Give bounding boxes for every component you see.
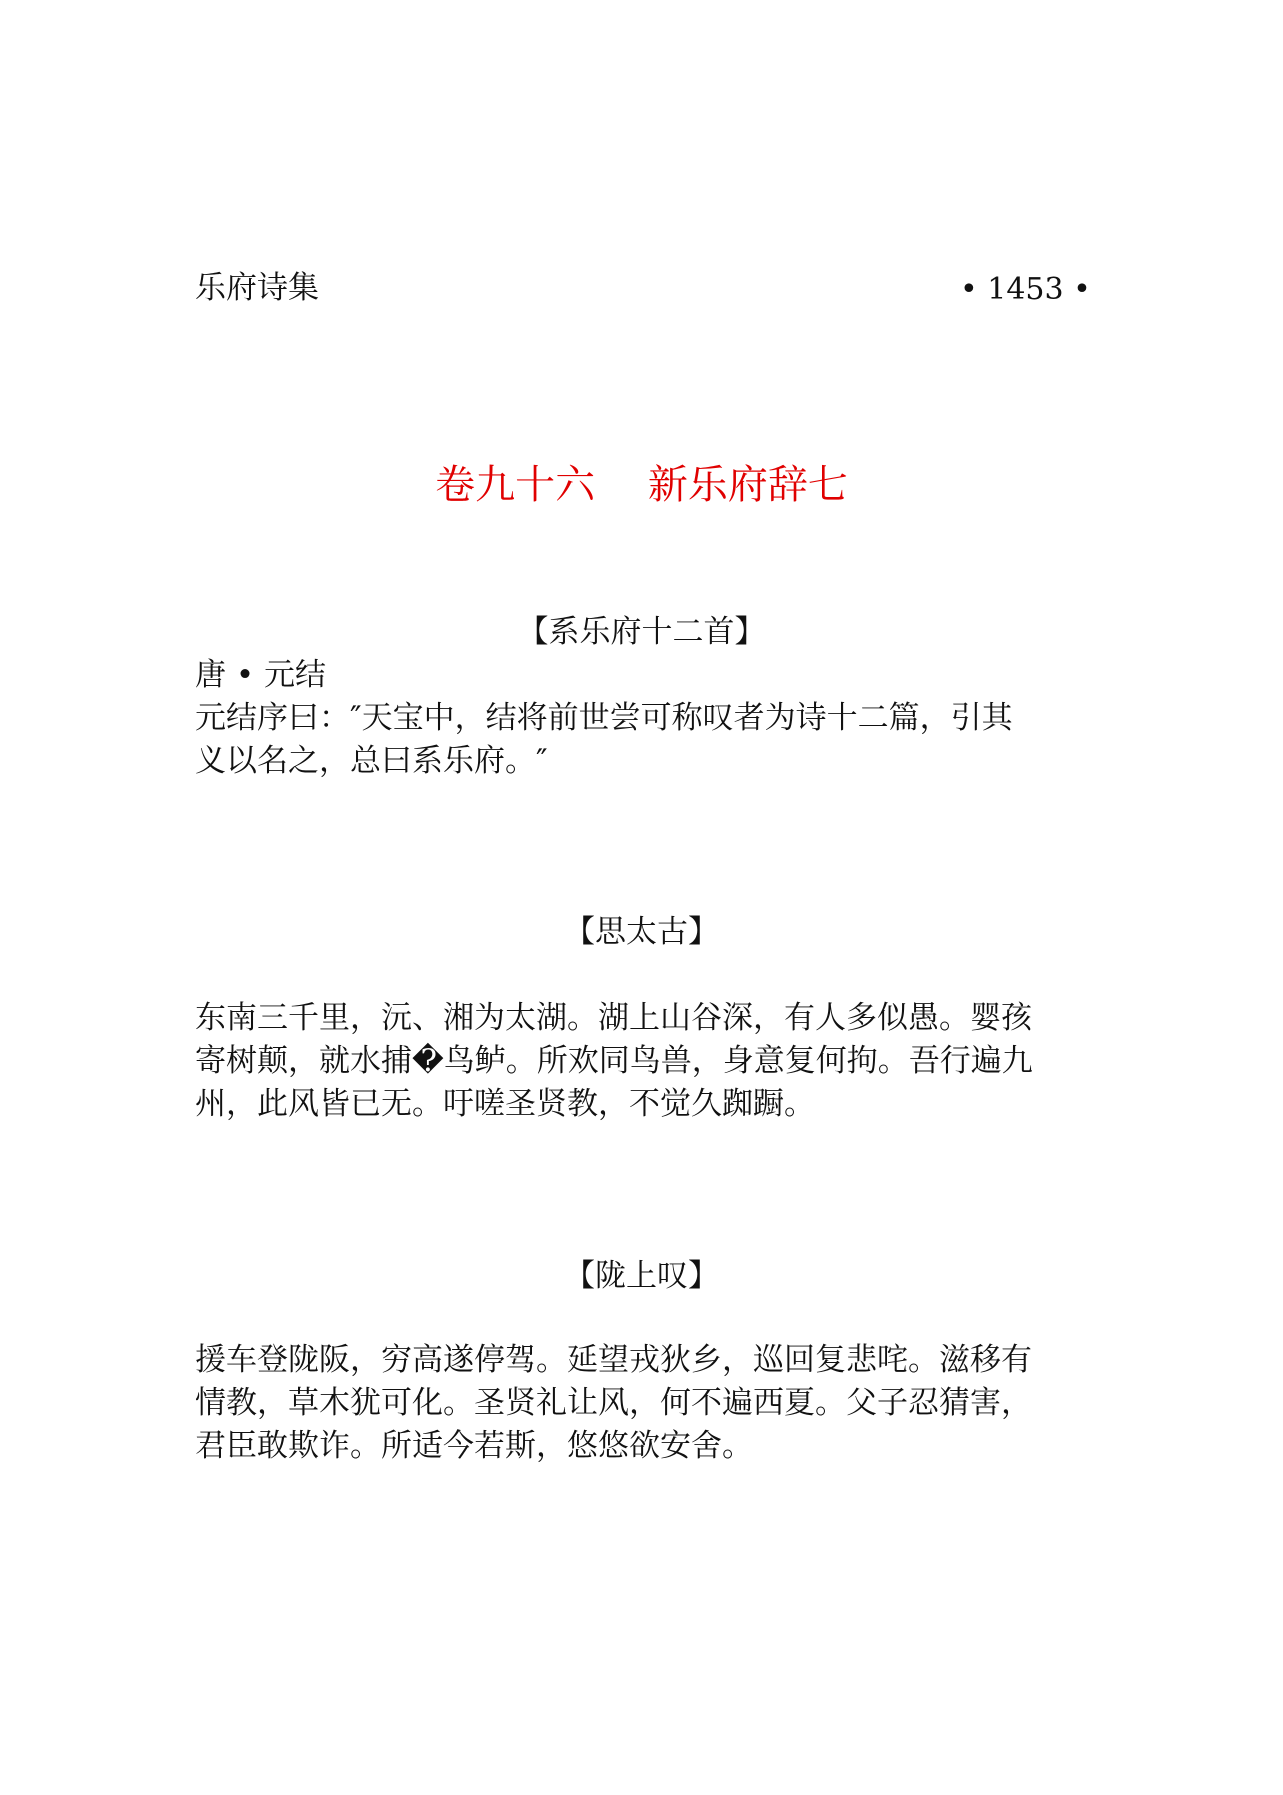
running-header-book-title: 乐府诗集 — [195, 270, 319, 306]
author-line: 唐 • 元结 — [195, 657, 326, 693]
poem-title-si-taigu: 【思太古】 — [564, 914, 719, 950]
page-number: • 1453 • — [960, 272, 1091, 307]
poem-line: 情教，草木犹可化。圣贤礼让风，何不遍西夏。父子忍猜害， — [195, 1385, 1032, 1421]
poem-line: 援车登陇阪，穷高遂停驾。延望戎狄乡，巡回复悲咤。滋移有 — [195, 1342, 1032, 1378]
volume-title: 卷九十六 新乐府辞七 — [435, 462, 848, 508]
poem-line: 寄树颠，就水捕�鸟鲈。所欢同鸟兽，身意复何拘。吾行遍九 — [195, 1043, 1033, 1079]
poem-line: 东南三千里，沅、湘为太湖。湖上山谷深，有人多似愚。婴孩 — [195, 1000, 1032, 1036]
poem-line: 君臣敢欺诈。所适今若斯，悠悠欲安舍。 — [195, 1428, 753, 1464]
poem-title-longshang-tan: 【陇上叹】 — [564, 1258, 719, 1294]
section-heading-xi-yuefu: 【系乐府十二首】 — [517, 614, 766, 650]
preface-line-1: 元结序曰：″天宝中，结将前世尝可称叹者为诗十二篇，引其 — [195, 700, 1013, 736]
preface-line-2: 义以名之，总曰系乐府。″ — [195, 743, 548, 779]
poem-line: 州，此风皆已无。吁嗟圣贤教，不觉久踟蹰。 — [195, 1086, 815, 1122]
